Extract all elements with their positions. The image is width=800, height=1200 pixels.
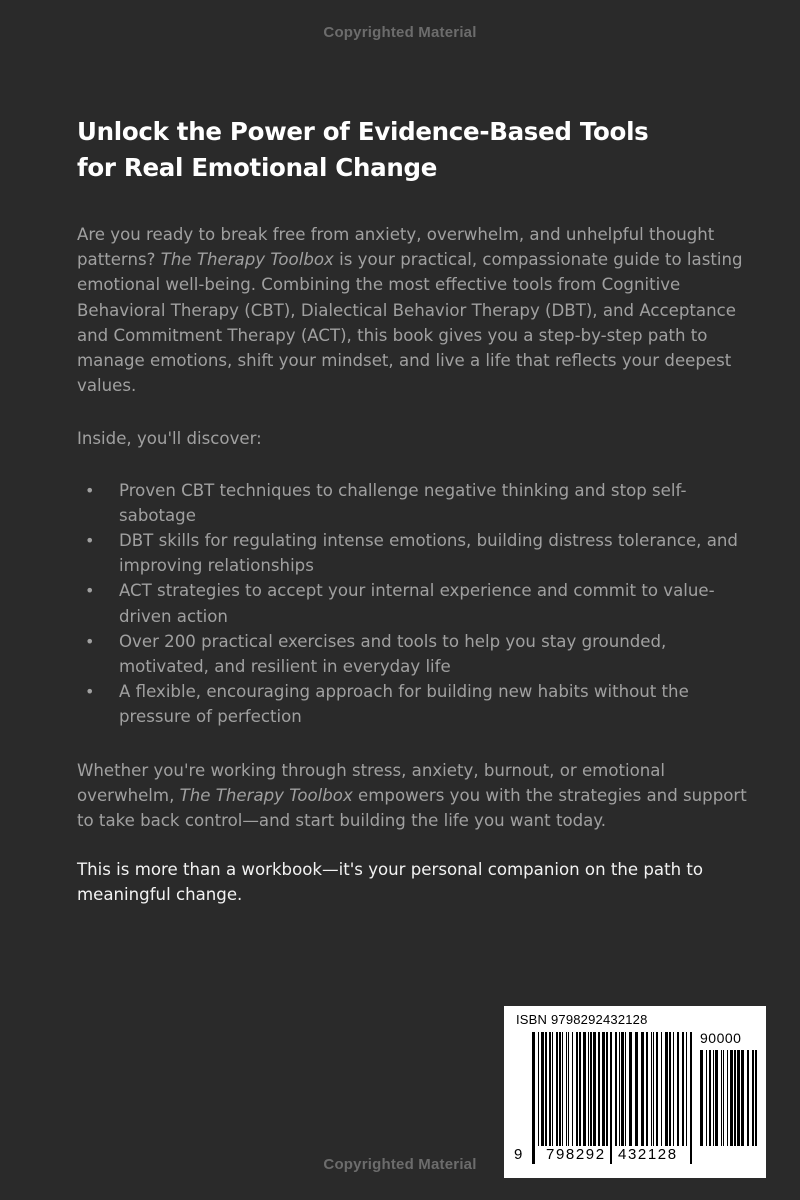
closing-part-1: Whether you're working through stress, anxiety, burnout, or emotional overwhelm,	[77, 760, 666, 805]
copyright-watermark-bottom: Copyrighted Material	[323, 1156, 477, 1173]
headline-line-1: Unlock the Power of Evidence-Based Tools	[77, 117, 649, 146]
bullet-icon: •	[85, 480, 95, 500]
list-item-text: Proven CBT techniques to challenge negative thinking and stop self-sabotage	[119, 480, 687, 525]
tagline: This is more than a workbook—it's your personal companion on the path to meaningful change.	[77, 860, 704, 905]
isbn-barcode	[504, 1006, 766, 1178]
bullet-icon: •	[85, 682, 95, 702]
list-item	[77, 528, 747, 578]
headline-line-2: for Real Emotional Change	[77, 153, 438, 182]
feature-list	[77, 478, 747, 730]
addon-barcode-bars-icon	[700, 1050, 758, 1164]
bullet-icon: •	[85, 631, 95, 651]
list-item	[77, 478, 747, 528]
closing-part-2: empowers you with the strategies and support to take back control—and start building the life you want today.	[77, 785, 747, 831]
list-item-text: DBT skills for regulating intense emotions, building distress tolerance, and improving relationships	[119, 531, 738, 576]
price-code: 90000	[700, 1030, 742, 1046]
barcode-digit-first: 9	[514, 1146, 523, 1163]
closing-paragraph	[77, 758, 747, 834]
list-item	[77, 679, 747, 729]
inside-label: Inside, you'll discover:	[77, 429, 262, 449]
intro-book-title: The Therapy Toolbox	[160, 250, 334, 270]
bullet-icon: •	[85, 581, 95, 601]
barcode-digit-group-2: 432128	[618, 1146, 678, 1163]
list-item-text: A flexible, encouraging approach for building new habits without the pressure of perfection	[119, 682, 689, 727]
list-item-text: ACT strategies to accept your internal experience and commit to value-driven action	[119, 581, 715, 626]
isbn-label: ISBN 9798292432128	[516, 1012, 648, 1027]
list-item	[77, 578, 747, 628]
intro-part-2: is your practical, compassionate guide to lasting emotional well-being. Combining the most effective tools from Cognitive Behavioral Therapy (CBT), Dialectical Behavior Therapy (DBT), and Acceptance and Commitment Therapy (ACT), this book gives you a step-by-step path to manage emotions, shift your mindset, and live a life that reflects your deepest values.	[77, 250, 743, 396]
intro-part-1: Are you ready to break free from anxiety, overwhelm, and unhelpful thought patterns?	[77, 225, 715, 270]
back-cover-text	[77, 114, 747, 908]
list-item-text: Over 200 practical exercises and tools to help you stay grounded, motivated, and resilient in everyday life	[119, 631, 667, 677]
barcode-digit-group-1: 798292	[546, 1146, 606, 1163]
list-item	[77, 629, 747, 679]
headline	[77, 114, 747, 186]
intro-paragraph	[77, 222, 747, 398]
copyright-watermark-top: Copyrighted Material	[323, 24, 477, 41]
closing-book-title: The Therapy Toolbox	[179, 785, 353, 805]
barcode-bars-icon	[532, 1032, 692, 1164]
bullet-icon: •	[85, 531, 95, 551]
